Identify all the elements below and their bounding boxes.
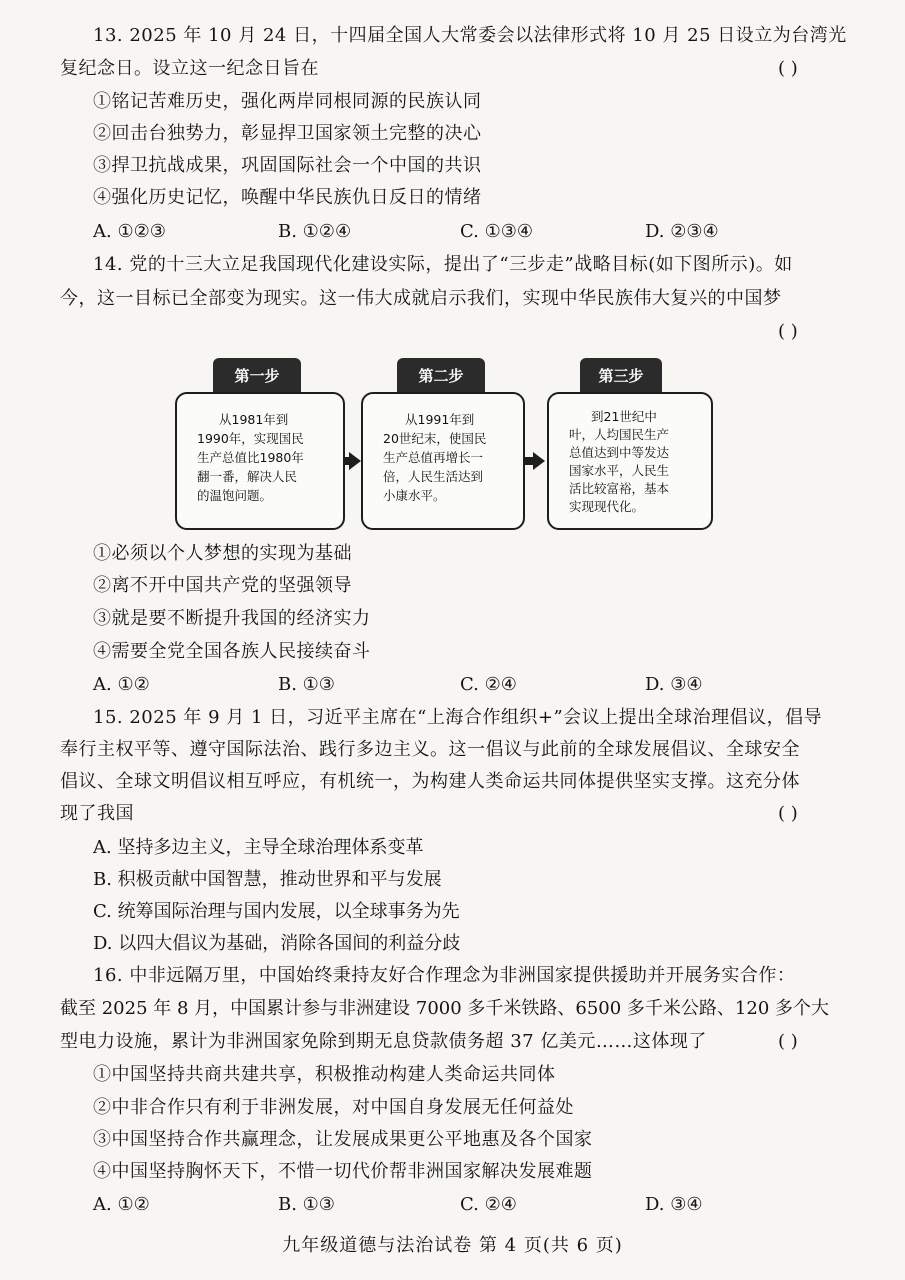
q14-option-d: D. ③④ [645,674,703,695]
q16-stem-line2: 截至 2025 年 8 月，中国累计参与非洲建设 7000 多千米铁路、6500 多千米公路、120 多个大 [60,998,830,1019]
q15-option-c: C. 统筹国际治理与国内发展，以全球事务为先 [93,901,460,922]
step3-line1: 到21世纪中 [591,409,657,424]
q16-option-d: D. ③④ [645,1194,703,1215]
q13-option-a: A. ①②③ [93,221,166,242]
q13-option-b: B. ①②④ [278,221,352,242]
step1-line2: 1990年，实现国民 [197,431,304,446]
q14-item-1: ①必须以个人梦想的实现为基础 [93,543,352,564]
q16-item-1: ①中国坚持共商共建共享，积极推动构建人类命运共同体 [93,1064,556,1085]
arrow2-head [533,452,545,470]
step2-line4: 倍，人民生活达到 [383,469,484,484]
step2-line3: 生产总值再增长一 [383,450,484,465]
q14-item-2: ②离不开中国共产党的坚强领导 [93,575,352,596]
arrow1-head [349,452,361,470]
q13-item-3: ③捍卫抗战成果，巩固国际社会一个中国的共识 [93,155,482,176]
step2-tab: 第二步 [397,358,485,392]
three-step-diagram [175,355,715,535]
q14-stem-line2: 今，这一目标已全部变为现实。这一伟大成就启示我们，实现中华民族伟大复兴的中国梦 [60,288,782,309]
step1-line1: 从1981年到 [219,412,289,427]
q15-option-b: B. 积极贡献中国智慧，推动世界和平与发展 [93,869,442,890]
step3-line5: 活比较富裕，基本 [569,481,670,496]
step1-tab: 第一步 [213,358,301,392]
q13-item-2: ②回击台独势力，彰显捍卫国家领土完整的决心 [93,123,482,144]
q13-item-1: ①铭记苦难历史，强化两岸同根同源的民族认同 [93,91,482,112]
q14-option-c: C. ②④ [460,674,517,695]
q15-stem-line3: 倡议、全球文明倡议相互呼应，有机统一，为构建人类命运共同体提供坚实支撑。这充分体 [60,771,800,792]
step1-line5: 的温饱问题。 [197,488,273,503]
q16-option-b: B. ①③ [278,1194,335,1215]
q16-answer-paren: ( ) [778,1031,798,1052]
q16-item-2: ②中非合作只有利于非洲发展，对中国自身发展无任何益处 [93,1097,574,1118]
q13-stem-line1: 13. 2025 年 10 月 24 日，十四届全国人大常委会以法律形式将 10 月 25 日设立为台湾光 [93,25,847,46]
step1-line4: 翻一番，解决人民 [197,469,298,484]
step1-line3: 生产总值比1980年 [197,450,304,465]
page-footer: 九年级道德与法治试卷 第 4 页(共 6 页) [282,1235,623,1256]
q14-stem-line1: 14. 党的十三大立足我国现代化建设实际，提出了“三步走”战略目标(如下图所示)。如 [93,254,793,275]
q15-stem-line1: 15. 2025 年 9 月 1 日，习近平主席在“上海合作组织+”会议上提出全球治理倡议，倡导 [93,707,823,728]
q13-option-c: C. ①③④ [460,221,533,242]
q15-stem-line2: 奉行主权平等、遵守国际法治、践行多边主义。这一倡议与此前的全球发展倡议、全球安全 [60,739,800,760]
step1-box [175,392,345,530]
q16-item-3: ③中国坚持合作共赢理念，让发展成果更公平地惠及各个国家 [93,1129,593,1150]
q13-option-d: D. ②③④ [645,221,719,242]
step3-box [547,392,713,530]
step2-line5: 小康水平。 [383,488,446,503]
q15-option-a: A. 坚持多边主义，主导全球治理体系变革 [93,837,424,858]
q15-answer-paren: ( ) [778,803,798,824]
step2-box [361,392,525,530]
step3-tab: 第三步 [580,358,662,392]
q14-item-4: ④需要全党全国各族人民接续奋斗 [93,641,371,662]
q16-stem-line3: 型电力设施，累计为非洲国家免除到期无息贷款债务超 37 亿美元……这体现了 [60,1031,707,1052]
q15-stem-line4: 现了我国 [60,803,134,824]
q16-option-c: C. ②④ [460,1194,517,1215]
q14-option-b: B. ①③ [278,674,335,695]
step3-line2: 叶，人均国民生产 [569,427,670,442]
q14-item-3: ③就是要不断提升我国的经济实力 [93,608,371,629]
q14-option-a: A. ①② [93,674,150,695]
q13-answer-paren: ( ) [778,58,798,79]
q13-item-4: ④强化历史记忆，唤醒中华民族仇日反日的情绪 [93,187,482,208]
q16-stem-line1: 16. 中非远隔万里，中国始终秉持友好合作理念为非洲国家提供援助并开展务实合作： [93,965,796,986]
step2-line1: 从1991年到 [405,412,475,427]
step3-line6: 实现现代化。 [569,499,645,514]
step2-line2: 20世纪末，使国民 [383,431,487,446]
step3-line3: 总值达到中等发达 [569,445,670,460]
q15-option-d: D. 以四大倡议为基础，消除各国间的利益分歧 [93,933,461,954]
q14-answer-paren: ( ) [778,321,798,342]
q13-stem-line2: 复纪念日。设立这一纪念日旨在 [60,58,319,79]
step3-line4: 国家水平，人民生 [569,463,670,478]
q16-option-a: A. ①② [93,1194,150,1215]
q16-item-4: ④中国坚持胸怀天下，不惜一切代价帮非洲国家解决发展难题 [93,1161,593,1182]
